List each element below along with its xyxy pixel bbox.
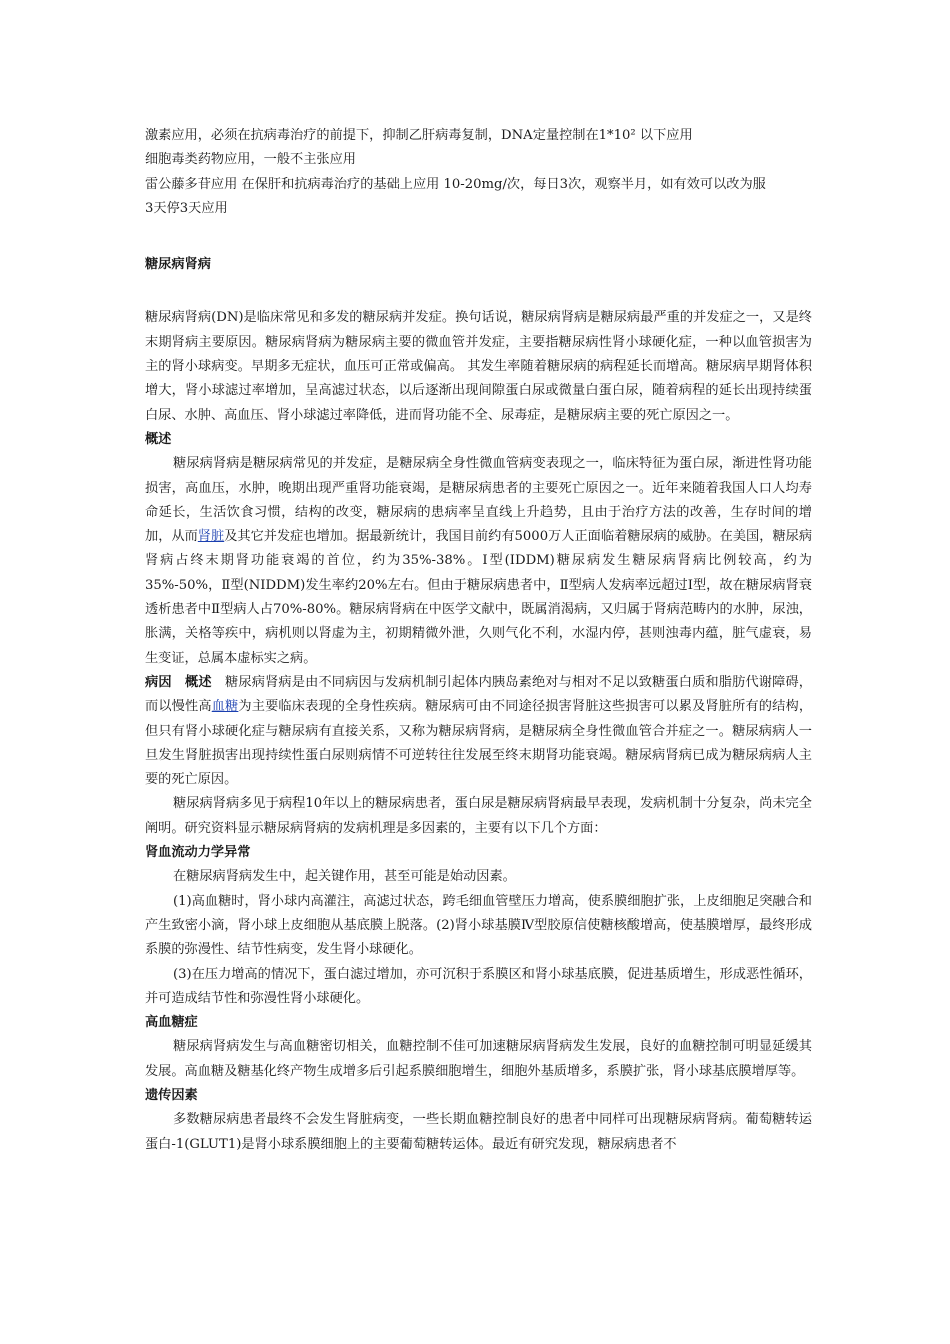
etiology-paragraph-2: 糖尿病肾病多见于病程10年以上的糖尿病患者，蛋白尿是糖尿病肾病最早表现，发病机制十分复杂，尚未完全阐明。研究资料显示糖尿病肾病的发病机理是多因素的，主要有以下几个方面： (145, 796, 812, 836)
text-line: 3天停3天应用 (145, 200, 228, 216)
hemodynamics-paragraph: (1)高血糖时，肾小球内高灌注，高滤过状态，跨毛细血管壁压力增高，使系膜细胞扩张，上皮细胞足突融合和产生致密小滴，肾小球上皮细胞从基底膜上脱落。(2)肾小球基膜Ⅳ型胶原信使糖核酸增高，使基膜增厚，最终形成系膜的弥漫性、结节性病变，发生肾小球硬化。 (145, 893, 812, 958)
hemodynamics-heading: 肾血流动力学异常 (145, 845, 251, 861)
overview-paragraph (145, 452, 812, 671)
kidney-link[interactable]: 肾脏 (197, 529, 225, 545)
overview-text-a: 糖尿病肾病是糖尿病常见的并发症，是糖尿病全身性微血管病变表现之一，临床特征为蛋白尿，渐进性肾功能损害，高血压，水肿，晚期出现严重肾功能衰竭，是糖尿病患者的主要死亡原因之一。近年来随着我国人口人均寿命延长，生活饮食习惯，结构的改变，糖尿病的患病率呈直线上升趋势，且由于治疗方法的改善，生存时间的增加，从而 (145, 456, 812, 545)
etiology-text-a: 糖尿病肾病是由不同病因与发病机制引起体内胰岛素绝对与相对不足以致糖蛋白质和脂肪代谢障碍，而以慢性高 (145, 674, 812, 715)
text-line: 激素应用，必须在抗病毒治疗的前提下，抑制乙肝病毒复制，DNA定量控制在1*10² 以下应用 (145, 128, 693, 143)
blood-sugar-link[interactable]: 血糖 (211, 699, 239, 715)
genetic-heading: 遗传因素 (145, 1087, 198, 1103)
genetic-paragraph: 多数糖尿病患者最终不会发生肾脏病变，一些长期血糖控制良好的患者中同样可出现糖尿病肾病。葡萄糖转运蛋白-1(GLUT1)是肾小球系膜细胞上的主要葡萄糖转运体。最近有研究发现，糖尿病患者不 (145, 1112, 812, 1152)
intro-paragraph: 糖尿病肾病(DN)是临床常见和多发的糖尿病并发症。换句话说，糖尿病肾病是糖尿病最严重的并发症之一，又是终末期肾病主要原因。糖尿病肾病为糖尿病主要的微血管并发症，主要指糖尿病性肾小球硬化症，一种以血管损害为主的肾小球病变。早期多无症状，血压可正常或偏高。 其发生率随着糖尿病的病程延长而增高。糖尿病早期肾体积增大，肾小球滤过率增加，呈高滤过状态，以后逐渐出现间隙蛋白尿或微量白蛋白尿，随着病程的延长出现持续蛋白尿、水肿、高血压、肾小球滤过率降低，进而肾功能不全、尿毒症，是糖尿病主要的死亡原因之一。 (145, 310, 812, 423)
etiology-heading: 病因 概述 (145, 674, 212, 690)
hyperglycemia-paragraph: 糖尿病肾病发生与高血糖密切相关，血糖控制不佳可加速糖尿病肾病发生发展，良好的血糖控制可明显延缓其发展。高血糖及糖基化终产物生成增多后引起系膜细胞增生，细胞外基质增多，系膜扩张，肾小球基底膜增厚等。 (145, 1039, 812, 1079)
section-title: 糖尿病肾病 (145, 257, 211, 273)
overview-text-b: 及其它并发症也增加。据最新统计，我国目前约有5000万人正面临着糖尿病的威胁。在美国，糖尿病肾病占终末期肾功能衰竭的首位，约为35%-38%。Ⅰ型(IDDM)糖尿病发生糖尿病肾病比例较高，约为35%-50%，Ⅱ型(NIDDM)发生率约20%左右。但由于糖尿病患者中，Ⅱ型病人发病率远超过Ⅰ型，故在糖尿病肾衰透析患者中Ⅱ型病人占70%-80%。糖尿病肾病在中医学文献中，既属消渴病，又归属于肾病范畴内的水肿，尿浊，胀满，关格等疾中，病机则以肾虚为主，初期精微外泄，久则气化不利，水湿内停，甚则浊毒内蕴，脏气虚衰，易生变证，总属本虚标实之病。 (145, 529, 813, 666)
document-page (145, 124, 812, 1157)
overview-heading: 概述 (145, 431, 172, 447)
hemodynamics-paragraph: 在糖尿病肾病发生中，起关键作用，甚至可能是始动因素。 (173, 869, 516, 885)
text-line: 细胞毒类药物应用，一般不主张应用 (145, 152, 356, 168)
etiology-paragraph (145, 671, 812, 792)
etiology-text-b: 为主要临床表现的全身性疾病。糖尿病可由不同途径损害肾脏这些损害可以累及肾脏所有的结构，但只有肾小球硬化症与糖尿病有直接关系，又称为糖尿病肾病，是糖尿病全身性微血管合并症之一。糖尿病病人一旦发生肾脏损害出现持续性蛋白尿则病情不可逆转往往发展至终末期肾功能衰竭。糖尿病肾病已成为糖尿病病人主要的死亡原因。 (145, 699, 813, 788)
hyperglycemia-heading: 高血糖症 (145, 1015, 198, 1031)
hemodynamics-paragraph: (3)在压力增高的情况下，蛋白滤过增加，亦可沉积于系膜区和肾小球基底膜，促进基质增生，形成恶性循环，并可造成结节性和弥漫性肾小球硬化。 (145, 966, 812, 1006)
text-line: 雷公藤多苷应用 在保肝和抗病毒治疗的基础上应用 10-20mg/次，每日3次，观察半月，如有效可以改为服 (145, 176, 766, 192)
